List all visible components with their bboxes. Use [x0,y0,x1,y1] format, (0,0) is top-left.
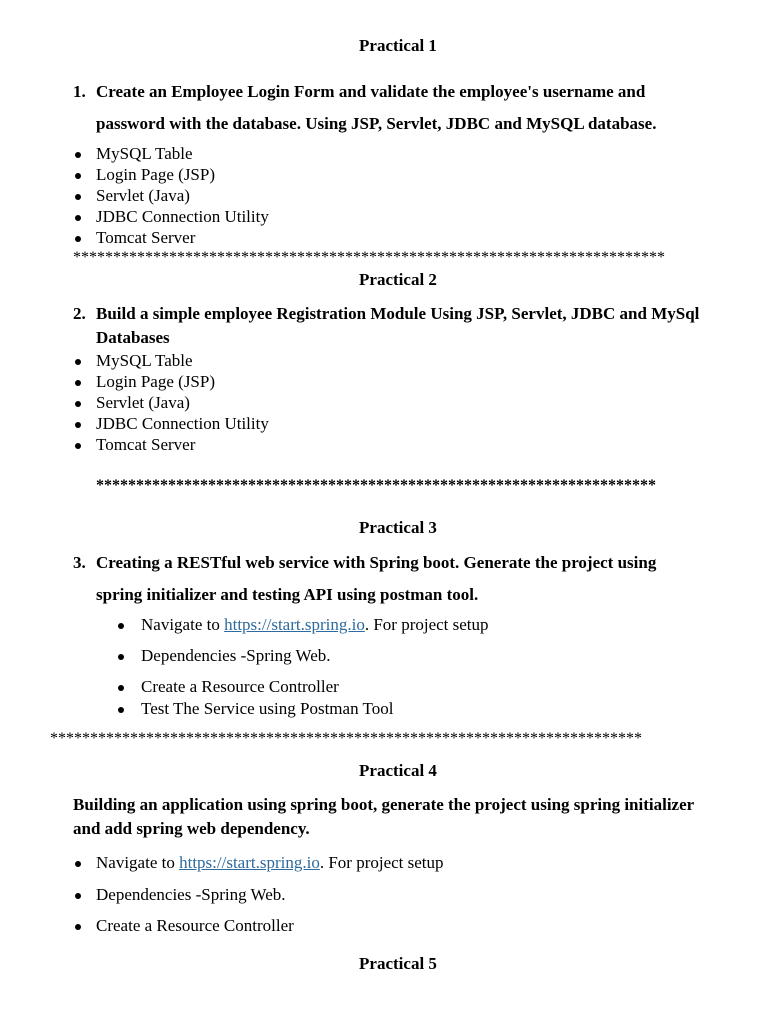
bullet-icon [75,173,81,179]
list-item-text: Navigate to [96,853,180,872]
list-item: Dependencies -Spring Web. [96,885,286,904]
list-item: MySQL Table [96,144,193,163]
list-item: Servlet (Java) [96,186,190,205]
list-item: MySQL Table [96,351,193,370]
list-item: JDBC Connection Utility [96,414,269,433]
bullet-icon [118,707,124,713]
question-number: 2. [73,304,86,323]
question-text-line: Building an application using spring boot, generate the project using spring initializer [73,795,695,814]
question-text-line: and add spring web dependency. [73,819,310,838]
question-text-line: Create an Employee Login Form and validate the employee's username and [96,82,646,101]
start-spring-link[interactable]: https://start.spring.io [179,853,320,872]
start-spring-link[interactable]: https://start.spring.io [224,615,365,634]
separator-line: ************************************************************************** [50,730,642,747]
bullet-icon [75,359,81,365]
list-item: Servlet (Java) [96,393,190,412]
list-item: Tomcat Server [96,228,196,247]
list-item [141,615,489,635]
question-text-line: Build a simple employee Registration Module Using JSP, Servlet, JDBC and MySql [96,304,700,323]
list-item: Dependencies -Spring Web. [141,646,331,665]
bullet-icon [75,194,81,200]
bullet-icon [75,215,81,221]
list-item: Login Page (JSP) [96,165,215,184]
separator-line: ********************************************************************** [96,477,656,494]
list-item-text: Navigate to [141,615,225,634]
bullet-icon [75,422,81,428]
bullet-icon [75,443,81,449]
bullet-icon [75,236,81,242]
bullet-icon [75,380,81,386]
bullet-icon [75,924,81,930]
list-item: JDBC Connection Utility [96,207,269,226]
separator-line: ************************************************************************** [73,249,665,266]
list-item-text: . For project setup [364,615,489,634]
list-item [96,853,444,873]
question-number: 3. [73,553,86,572]
bullet-icon [118,654,124,660]
practical-3-heading: Practical 3 [359,518,437,537]
list-item: Create a Resource Controller [141,677,339,696]
bullet-icon [75,861,81,867]
question-number: 1. [73,82,86,101]
list-item: Tomcat Server [96,435,196,454]
list-item: Login Page (JSP) [96,372,215,391]
bullet-icon [118,685,124,691]
bullet-icon [118,623,124,629]
practical-2-heading: Practical 2 [359,270,437,289]
practical-4-heading: Practical 4 [359,761,437,780]
bullet-icon [75,152,81,158]
question-text-line: password with the database. Using JSP, Servlet, JDBC and MySQL database. [96,114,657,133]
practical-1-heading: Practical 1 [359,36,437,55]
question-text-line: Creating a RESTful web service with Spring boot. Generate the project using [96,553,657,572]
practical-5-heading: Practical 5 [359,954,437,973]
question-text-line: spring initializer and testing API using postman tool. [96,585,479,604]
bullet-icon [75,893,81,899]
list-item: Create a Resource Controller [96,916,294,935]
list-item: Test The Service using Postman Tool [141,699,394,718]
bullet-icon [75,401,81,407]
question-text-line: Databases [96,328,170,347]
list-item-text: . For project setup [319,853,444,872]
